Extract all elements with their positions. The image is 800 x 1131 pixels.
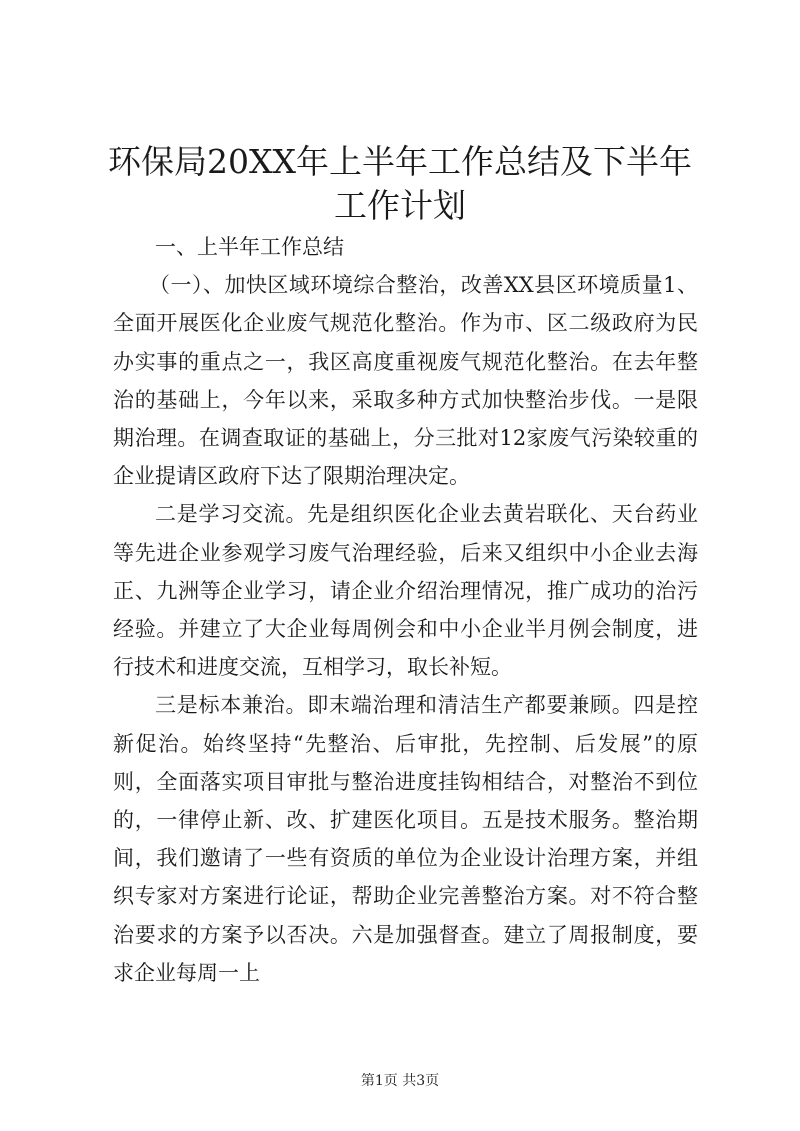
document-body [113, 228, 698, 992]
document-title: 环保局20XX年上半年工作总结及下半年工作计划 [108, 142, 692, 225]
body-paragraph: 二是学习交流。先是组织医化企业去黄岩联化、天台药业等先进企业参观学习废气治理经验，后来又组织中小企业去海正、九洲等企业学习，请企业介绍治理情况，推广成功的治污经验。并建立了大企业每周例会和中小企业半月例会制度，进行技术和进度交流，互相学习，取长补短。 [113, 502, 698, 680]
body-paragraph: 三是标本兼治。即末端治理和清洁生产都要兼顾。四是控新促治。始终坚持“先整治、后审批，先控制、后发展”的原则，全面落实项目审批与整治进度挂钩相结合，对整治不到位的，一律停止新、改、扩建医化项目。五是技术服务。整治期间，我们邀请了一些有资质的单位为企业设计治理方案，并组织专家对方案进行论证，帮助企业完善整治方案。对不符合整治要求的方案予以否决。六是加强督查。建立了周报制度，要求企业每周一上 [113, 693, 698, 985]
page-number-footer: 第1页 共3页 [360, 1073, 440, 1089]
body-paragraph: （一）、加快区域环境综合整治，改善XX县区环境质量1、全面开展医化企业废气规范化整治。作为市、区二级政府为民办实事的重点之一，我区高度重视废气规范化整治。在去年整治的基础上，今年以来，采取多种方式加快整治步伐。一是限期治理。在调查取证的基础上，分三批对12家废气污染较重的企业提请区政府下达了限期治理决定。 [113, 273, 698, 489]
section-heading: 一、上半年工作总结 [155, 235, 344, 259]
